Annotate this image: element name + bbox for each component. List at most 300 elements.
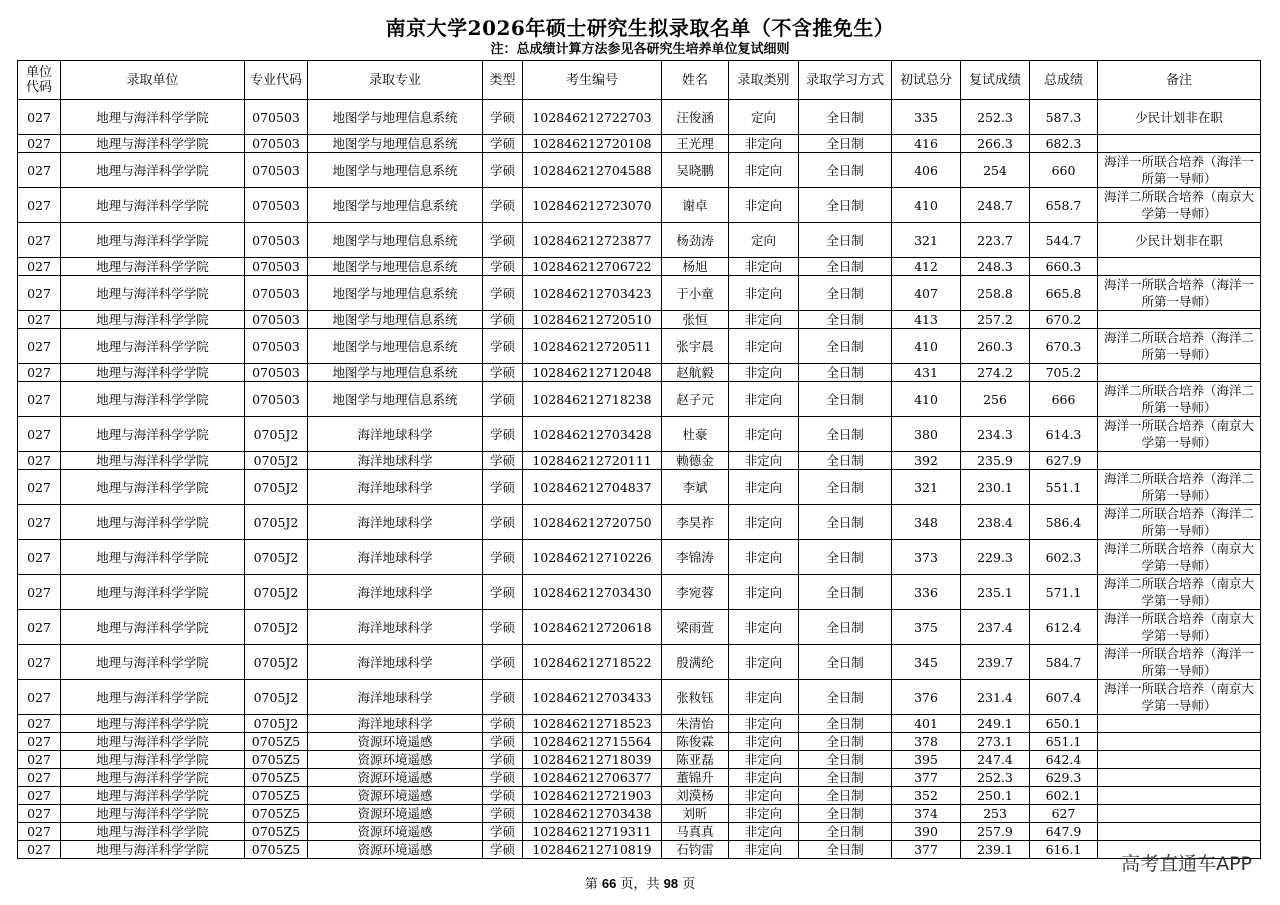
table-cell: 682.3 bbox=[1030, 135, 1098, 153]
table-cell: 253 bbox=[961, 805, 1030, 823]
table-cell: 学硕 bbox=[483, 823, 523, 841]
table-cell: 102846212710819 bbox=[523, 841, 662, 859]
table-cell: 616.1 bbox=[1030, 841, 1098, 859]
table-cell: 朱清怡 bbox=[662, 715, 729, 733]
table-cell: 地理与海洋科学学院 bbox=[61, 329, 245, 364]
table-cell: 谢卓 bbox=[662, 188, 729, 223]
table-cell: 257.2 bbox=[961, 311, 1030, 329]
table-cell: 027 bbox=[18, 540, 61, 575]
table-cell: 027 bbox=[18, 841, 61, 859]
table-cell: 非定向 bbox=[729, 311, 799, 329]
table-cell: 非定向 bbox=[729, 188, 799, 223]
table-row bbox=[18, 733, 1261, 751]
table-cell: 于小童 bbox=[662, 276, 729, 311]
table-cell: 660 bbox=[1030, 153, 1098, 188]
table-cell: 全日制 bbox=[799, 805, 892, 823]
table-cell: 地理与海洋科学学院 bbox=[61, 841, 245, 859]
col-header: 复试成绩 bbox=[961, 61, 1030, 100]
table-cell: 地理与海洋科学学院 bbox=[61, 153, 245, 188]
table-cell: 612.4 bbox=[1030, 610, 1098, 645]
table-cell: 全日制 bbox=[799, 417, 892, 452]
table-cell: 027 bbox=[18, 470, 61, 505]
table-cell: 全日制 bbox=[799, 823, 892, 841]
table-cell-note bbox=[1098, 787, 1261, 805]
table-cell: 584.7 bbox=[1030, 645, 1098, 680]
table-cell: 102846212703428 bbox=[523, 417, 662, 452]
table-header-row bbox=[18, 61, 1261, 100]
table-row bbox=[18, 100, 1261, 135]
table-cell: 395 bbox=[892, 751, 961, 769]
table-row bbox=[18, 823, 1261, 841]
table-cell: 377 bbox=[892, 769, 961, 787]
table-cell: 地理与海洋科学学院 bbox=[61, 505, 245, 540]
table-cell: 地理与海洋科学学院 bbox=[61, 470, 245, 505]
table-row bbox=[18, 680, 1261, 715]
table-cell: 学硕 bbox=[483, 787, 523, 805]
table-cell-note: 海洋一所联合培养（海洋一所第一导师） bbox=[1098, 153, 1261, 188]
table-cell: 627 bbox=[1030, 805, 1098, 823]
table-cell: 250.1 bbox=[961, 787, 1030, 805]
table-cell: 学硕 bbox=[483, 841, 523, 859]
table-cell: 地理与海洋科学学院 bbox=[61, 540, 245, 575]
table-cell: 335 bbox=[892, 100, 961, 135]
table-cell: 027 bbox=[18, 382, 61, 417]
table-cell: 070503 bbox=[245, 188, 308, 223]
col-header: 录取类别 bbox=[729, 61, 799, 100]
table-cell: 全日制 bbox=[799, 751, 892, 769]
table-cell: 非定向 bbox=[729, 470, 799, 505]
table-cell: 非定向 bbox=[729, 645, 799, 680]
table-cell: 吴晓鹏 bbox=[662, 153, 729, 188]
table-cell: 231.4 bbox=[961, 680, 1030, 715]
table-cell: 229.3 bbox=[961, 540, 1030, 575]
table-cell: 249.1 bbox=[961, 715, 1030, 733]
col-header: 总成绩 bbox=[1030, 61, 1098, 100]
table-cell: 地理与海洋科学学院 bbox=[61, 715, 245, 733]
table-cell: 定向 bbox=[729, 223, 799, 258]
table-cell: 027 bbox=[18, 505, 61, 540]
table-cell: 陈亚磊 bbox=[662, 751, 729, 769]
table-cell: 全日制 bbox=[799, 276, 892, 311]
table-cell: 海洋地球科学 bbox=[308, 610, 483, 645]
table-row bbox=[18, 540, 1261, 575]
table-cell: 102846212703433 bbox=[523, 680, 662, 715]
table-cell: 027 bbox=[18, 329, 61, 364]
table-cell: 非定向 bbox=[729, 787, 799, 805]
table-cell: 602.1 bbox=[1030, 787, 1098, 805]
table-cell: 413 bbox=[892, 311, 961, 329]
table-cell: 102846212718238 bbox=[523, 382, 662, 417]
table-cell-note: 海洋二所联合培养（海洋二所第一导师） bbox=[1098, 329, 1261, 364]
table-cell: 238.4 bbox=[961, 505, 1030, 540]
table-cell: 410 bbox=[892, 382, 961, 417]
table-cell: 237.4 bbox=[961, 610, 1030, 645]
table-cell: 551.1 bbox=[1030, 470, 1098, 505]
table-cell: 殷满纶 bbox=[662, 645, 729, 680]
table-cell: 非定向 bbox=[729, 452, 799, 470]
watermark: 高考直通车APP bbox=[1121, 853, 1252, 875]
table-cell: 252.3 bbox=[961, 769, 1030, 787]
table-cell: 地图学与地理信息系统 bbox=[308, 223, 483, 258]
table-cell: 全日制 bbox=[799, 645, 892, 680]
table-cell: 235.9 bbox=[961, 452, 1030, 470]
table-cell-note bbox=[1098, 135, 1261, 153]
table-cell: 地图学与地理信息系统 bbox=[308, 382, 483, 417]
table-cell: 学硕 bbox=[483, 100, 523, 135]
table-cell: 地图学与地理信息系统 bbox=[308, 329, 483, 364]
table-cell: 张籹钰 bbox=[662, 680, 729, 715]
table-cell-note bbox=[1098, 258, 1261, 276]
table-cell: 102846212712048 bbox=[523, 364, 662, 382]
table-cell: 102846212718039 bbox=[523, 751, 662, 769]
table-cell: 全日制 bbox=[799, 258, 892, 276]
table-cell: 070503 bbox=[245, 276, 308, 311]
table-cell: 全日制 bbox=[799, 505, 892, 540]
table-cell: 全日制 bbox=[799, 135, 892, 153]
table-cell: 102846212703423 bbox=[523, 276, 662, 311]
table-cell: 张恒 bbox=[662, 311, 729, 329]
table-cell: 刘漠杨 bbox=[662, 787, 729, 805]
table-cell: 102846212704588 bbox=[523, 153, 662, 188]
table-cell-note: 海洋二所联合培养（海洋二所第一导师） bbox=[1098, 505, 1261, 540]
table-cell: 027 bbox=[18, 223, 61, 258]
table-cell: 102846212715564 bbox=[523, 733, 662, 751]
table-cell: 赵子元 bbox=[662, 382, 729, 417]
table-cell: 027 bbox=[18, 311, 61, 329]
table-cell: 海洋地球科学 bbox=[308, 470, 483, 505]
table-cell: 学硕 bbox=[483, 645, 523, 680]
table-cell: 102846212719311 bbox=[523, 823, 662, 841]
table-cell: 658.7 bbox=[1030, 188, 1098, 223]
table-cell: 全日制 bbox=[799, 841, 892, 859]
table-cell: 260.3 bbox=[961, 329, 1030, 364]
col-header: 录取单位 bbox=[61, 61, 245, 100]
table-cell: 0705Z5 bbox=[245, 751, 308, 769]
table-cell: 0705J2 bbox=[245, 417, 308, 452]
table-cell-note: 少民计划非在职 bbox=[1098, 100, 1261, 135]
table-cell: 全日制 bbox=[799, 610, 892, 645]
table-cell: 地图学与地理信息系统 bbox=[308, 153, 483, 188]
table-cell: 027 bbox=[18, 135, 61, 153]
table-cell: 070503 bbox=[245, 223, 308, 258]
page-note: 注：总成绩计算方法参见各研究生培养单位复试细则 bbox=[490, 42, 790, 57]
table-cell: 非定向 bbox=[729, 364, 799, 382]
table-cell: 非定向 bbox=[729, 715, 799, 733]
table-cell: 392 bbox=[892, 452, 961, 470]
table-cell: 赖德金 bbox=[662, 452, 729, 470]
table-cell: 地理与海洋科学学院 bbox=[61, 680, 245, 715]
table-cell: 马真真 bbox=[662, 823, 729, 841]
table-cell: 410 bbox=[892, 188, 961, 223]
table-cell-note: 海洋二所联合培养（南京大学第一导师） bbox=[1098, 188, 1261, 223]
table-cell: 0705Z5 bbox=[245, 769, 308, 787]
table-cell: 全日制 bbox=[799, 153, 892, 188]
table-cell: 地理与海洋科学学院 bbox=[61, 100, 245, 135]
table-cell: 学硕 bbox=[483, 188, 523, 223]
table-cell-note: 海洋二所联合培养（海洋二所第一导师） bbox=[1098, 382, 1261, 417]
table-cell: 全日制 bbox=[799, 223, 892, 258]
table-cell: 102846212703430 bbox=[523, 575, 662, 610]
table-cell: 070503 bbox=[245, 311, 308, 329]
table-cell-note bbox=[1098, 311, 1261, 329]
table-cell: 资源环境遥感 bbox=[308, 841, 483, 859]
table-cell: 257.9 bbox=[961, 823, 1030, 841]
table-cell: 273.1 bbox=[961, 733, 1030, 751]
table-cell: 地理与海洋科学学院 bbox=[61, 751, 245, 769]
table-cell: 地理与海洋科学学院 bbox=[61, 645, 245, 680]
table-cell: 0705Z5 bbox=[245, 787, 308, 805]
table-cell: 027 bbox=[18, 364, 61, 382]
table-row bbox=[18, 645, 1261, 680]
table-cell: 非定向 bbox=[729, 751, 799, 769]
table-cell: 070503 bbox=[245, 153, 308, 188]
table-cell-note: 海洋一所联合培养（海洋一所第一导师） bbox=[1098, 645, 1261, 680]
table-cell: 全日制 bbox=[799, 329, 892, 364]
table-cell-note: 海洋二所联合培养（南京大学第一导师） bbox=[1098, 575, 1261, 610]
table-cell: 660.3 bbox=[1030, 258, 1098, 276]
table-cell: 李宛蓉 bbox=[662, 575, 729, 610]
table-cell: 学硕 bbox=[483, 223, 523, 258]
table-cell: 239.1 bbox=[961, 841, 1030, 859]
table-cell: 586.4 bbox=[1030, 505, 1098, 540]
table-cell: 学硕 bbox=[483, 715, 523, 733]
table-cell: 070503 bbox=[245, 258, 308, 276]
table-cell: 252.3 bbox=[961, 100, 1030, 135]
table-row bbox=[18, 276, 1261, 311]
table-cell: 102846212720111 bbox=[523, 452, 662, 470]
table-row bbox=[18, 153, 1261, 188]
table-cell: 学硕 bbox=[483, 417, 523, 452]
table-cell: 学硕 bbox=[483, 364, 523, 382]
table-cell: 学硕 bbox=[483, 805, 523, 823]
table-cell: 670.2 bbox=[1030, 311, 1098, 329]
table-cell: 陈俊霖 bbox=[662, 733, 729, 751]
table-cell: 248.3 bbox=[961, 258, 1030, 276]
table-cell: 学硕 bbox=[483, 311, 523, 329]
table-cell: 梁雨萱 bbox=[662, 610, 729, 645]
table-cell: 027 bbox=[18, 153, 61, 188]
table-cell: 102846212720750 bbox=[523, 505, 662, 540]
table-cell: 非定向 bbox=[729, 417, 799, 452]
table-cell: 地理与海洋科学学院 bbox=[61, 610, 245, 645]
table-cell: 642.4 bbox=[1030, 751, 1098, 769]
table-cell: 杨旭 bbox=[662, 258, 729, 276]
table-cell: 027 bbox=[18, 787, 61, 805]
table-cell-note bbox=[1098, 452, 1261, 470]
table-cell: 416 bbox=[892, 135, 961, 153]
table-row bbox=[18, 787, 1261, 805]
table-cell: 全日制 bbox=[799, 470, 892, 505]
table-cell: 390 bbox=[892, 823, 961, 841]
table-row bbox=[18, 841, 1261, 859]
table-cell: 海洋地球科学 bbox=[308, 452, 483, 470]
table-cell: 资源环境遥感 bbox=[308, 823, 483, 841]
table-row bbox=[18, 805, 1261, 823]
table-cell: 地理与海洋科学学院 bbox=[61, 823, 245, 841]
table-cell: 321 bbox=[892, 223, 961, 258]
table-cell: 非定向 bbox=[729, 329, 799, 364]
table-cell: 027 bbox=[18, 258, 61, 276]
table-cell: 571.1 bbox=[1030, 575, 1098, 610]
table-cell: 027 bbox=[18, 751, 61, 769]
table-cell: 学硕 bbox=[483, 470, 523, 505]
table-cell: 资源环境遥感 bbox=[308, 769, 483, 787]
table-cell: 地理与海洋科学学院 bbox=[61, 223, 245, 258]
table-cell: 地图学与地理信息系统 bbox=[308, 188, 483, 223]
table-row bbox=[18, 382, 1261, 417]
table-cell: 地理与海洋科学学院 bbox=[61, 805, 245, 823]
table-cell: 地理与海洋科学学院 bbox=[61, 364, 245, 382]
table-row bbox=[18, 610, 1261, 645]
table-cell: 373 bbox=[892, 540, 961, 575]
table-cell: 665.8 bbox=[1030, 276, 1098, 311]
table-cell: 学硕 bbox=[483, 258, 523, 276]
table-cell: 全日制 bbox=[799, 364, 892, 382]
table-cell: 海洋地球科学 bbox=[308, 715, 483, 733]
table-cell: 102846212723877 bbox=[523, 223, 662, 258]
table-cell: 321 bbox=[892, 470, 961, 505]
table-cell: 412 bbox=[892, 258, 961, 276]
table-cell: 非定向 bbox=[729, 382, 799, 417]
table-cell: 非定向 bbox=[729, 823, 799, 841]
table-cell: 102846212720511 bbox=[523, 329, 662, 364]
table-cell-note bbox=[1098, 715, 1261, 733]
table-cell: 全日制 bbox=[799, 452, 892, 470]
table-cell: 0705Z5 bbox=[245, 733, 308, 751]
table-row bbox=[18, 188, 1261, 223]
table-cell-note bbox=[1098, 823, 1261, 841]
table-cell: 杨劲涛 bbox=[662, 223, 729, 258]
table-cell-note bbox=[1098, 364, 1261, 382]
table-cell: 地理与海洋科学学院 bbox=[61, 276, 245, 311]
table-cell: 375 bbox=[892, 610, 961, 645]
table-cell: 670.3 bbox=[1030, 329, 1098, 364]
table-cell: 027 bbox=[18, 188, 61, 223]
table-cell: 全日制 bbox=[799, 100, 892, 135]
table-cell: 027 bbox=[18, 769, 61, 787]
table-cell: 070503 bbox=[245, 135, 308, 153]
table-cell: 431 bbox=[892, 364, 961, 382]
table-cell: 410 bbox=[892, 329, 961, 364]
table-cell: 地图学与地理信息系统 bbox=[308, 258, 483, 276]
table-cell: 027 bbox=[18, 610, 61, 645]
table-cell: 102846212720618 bbox=[523, 610, 662, 645]
table-row bbox=[18, 751, 1261, 769]
table-cell: 学硕 bbox=[483, 329, 523, 364]
table-cell: 376 bbox=[892, 680, 961, 715]
table-cell: 027 bbox=[18, 575, 61, 610]
table-cell: 张宇晨 bbox=[662, 329, 729, 364]
table-cell: 刘昕 bbox=[662, 805, 729, 823]
table-cell: 0705J2 bbox=[245, 470, 308, 505]
table-cell: 董锦升 bbox=[662, 769, 729, 787]
table-body bbox=[18, 100, 1261, 859]
table-cell: 378 bbox=[892, 733, 961, 751]
table-cell: 248.7 bbox=[961, 188, 1030, 223]
col-header: 初试总分 bbox=[892, 61, 961, 100]
table-cell: 223.7 bbox=[961, 223, 1030, 258]
table-cell: 647.9 bbox=[1030, 823, 1098, 841]
table-cell: 235.1 bbox=[961, 575, 1030, 610]
table-cell: 0705J2 bbox=[245, 452, 308, 470]
table-cell: 资源环境遥感 bbox=[308, 805, 483, 823]
table-cell: 学硕 bbox=[483, 505, 523, 540]
table-cell: 070503 bbox=[245, 329, 308, 364]
table-cell: 027 bbox=[18, 680, 61, 715]
table-cell: 海洋地球科学 bbox=[308, 645, 483, 680]
table-cell: 102846212721903 bbox=[523, 787, 662, 805]
table-cell: 非定向 bbox=[729, 805, 799, 823]
table-cell: 学硕 bbox=[483, 540, 523, 575]
table-cell: 全日制 bbox=[799, 188, 892, 223]
table-cell: 374 bbox=[892, 805, 961, 823]
page-number: 66 bbox=[601, 876, 617, 891]
table-cell-note bbox=[1098, 751, 1261, 769]
table-cell: 0705Z5 bbox=[245, 841, 308, 859]
table-cell: 102846212710226 bbox=[523, 540, 662, 575]
table-cell: 401 bbox=[892, 715, 961, 733]
table-cell: 海洋地球科学 bbox=[308, 575, 483, 610]
table-cell: 0705J2 bbox=[245, 680, 308, 715]
table-cell: 102846212718523 bbox=[523, 715, 662, 733]
table-row bbox=[18, 505, 1261, 540]
table-cell: 102846212722703 bbox=[523, 100, 662, 135]
table-cell: 027 bbox=[18, 715, 61, 733]
table-cell: 地理与海洋科学学院 bbox=[61, 258, 245, 276]
table-cell: 非定向 bbox=[729, 135, 799, 153]
table-cell: 地理与海洋科学学院 bbox=[61, 769, 245, 787]
table-cell: 资源环境遥感 bbox=[308, 751, 483, 769]
table-cell: 定向 bbox=[729, 100, 799, 135]
table-cell: 全日制 bbox=[799, 575, 892, 610]
table-cell: 海洋地球科学 bbox=[308, 680, 483, 715]
table-cell: 地图学与地理信息系统 bbox=[308, 276, 483, 311]
table-cell: 王光理 bbox=[662, 135, 729, 153]
table-cell: 非定向 bbox=[729, 575, 799, 610]
table-cell: 027 bbox=[18, 452, 61, 470]
table-row bbox=[18, 769, 1261, 787]
table-cell: 650.1 bbox=[1030, 715, 1098, 733]
table-row bbox=[18, 223, 1261, 258]
table-cell: 学硕 bbox=[483, 680, 523, 715]
table-cell: 258.8 bbox=[961, 276, 1030, 311]
table-cell: 544.7 bbox=[1030, 223, 1098, 258]
table-cell: 非定向 bbox=[729, 505, 799, 540]
table-cell: 377 bbox=[892, 841, 961, 859]
table-cell: 李锦涛 bbox=[662, 540, 729, 575]
table-cell: 学硕 bbox=[483, 135, 523, 153]
table-cell: 234.3 bbox=[961, 417, 1030, 452]
table-cell: 380 bbox=[892, 417, 961, 452]
table-cell: 0705Z5 bbox=[245, 805, 308, 823]
table-cell: 资源环境遥感 bbox=[308, 733, 483, 751]
col-header: 录取学习方式 bbox=[799, 61, 892, 100]
col-header: 备注 bbox=[1098, 61, 1261, 100]
table-cell: 非定向 bbox=[729, 540, 799, 575]
table-cell-note: 海洋一所联合培养（海洋一所第一导师） bbox=[1098, 276, 1261, 311]
table-cell: 全日制 bbox=[799, 680, 892, 715]
table-cell: 地图学与地理信息系统 bbox=[308, 100, 483, 135]
table-cell: 非定向 bbox=[729, 276, 799, 311]
table-row bbox=[18, 452, 1261, 470]
table-cell: 赵航毅 bbox=[662, 364, 729, 382]
table-cell: 070503 bbox=[245, 100, 308, 135]
table-cell: 杜豪 bbox=[662, 417, 729, 452]
table-cell: 地理与海洋科学学院 bbox=[61, 787, 245, 805]
table-row bbox=[18, 470, 1261, 505]
table-cell: 全日制 bbox=[799, 769, 892, 787]
table-cell: 102846212718522 bbox=[523, 645, 662, 680]
